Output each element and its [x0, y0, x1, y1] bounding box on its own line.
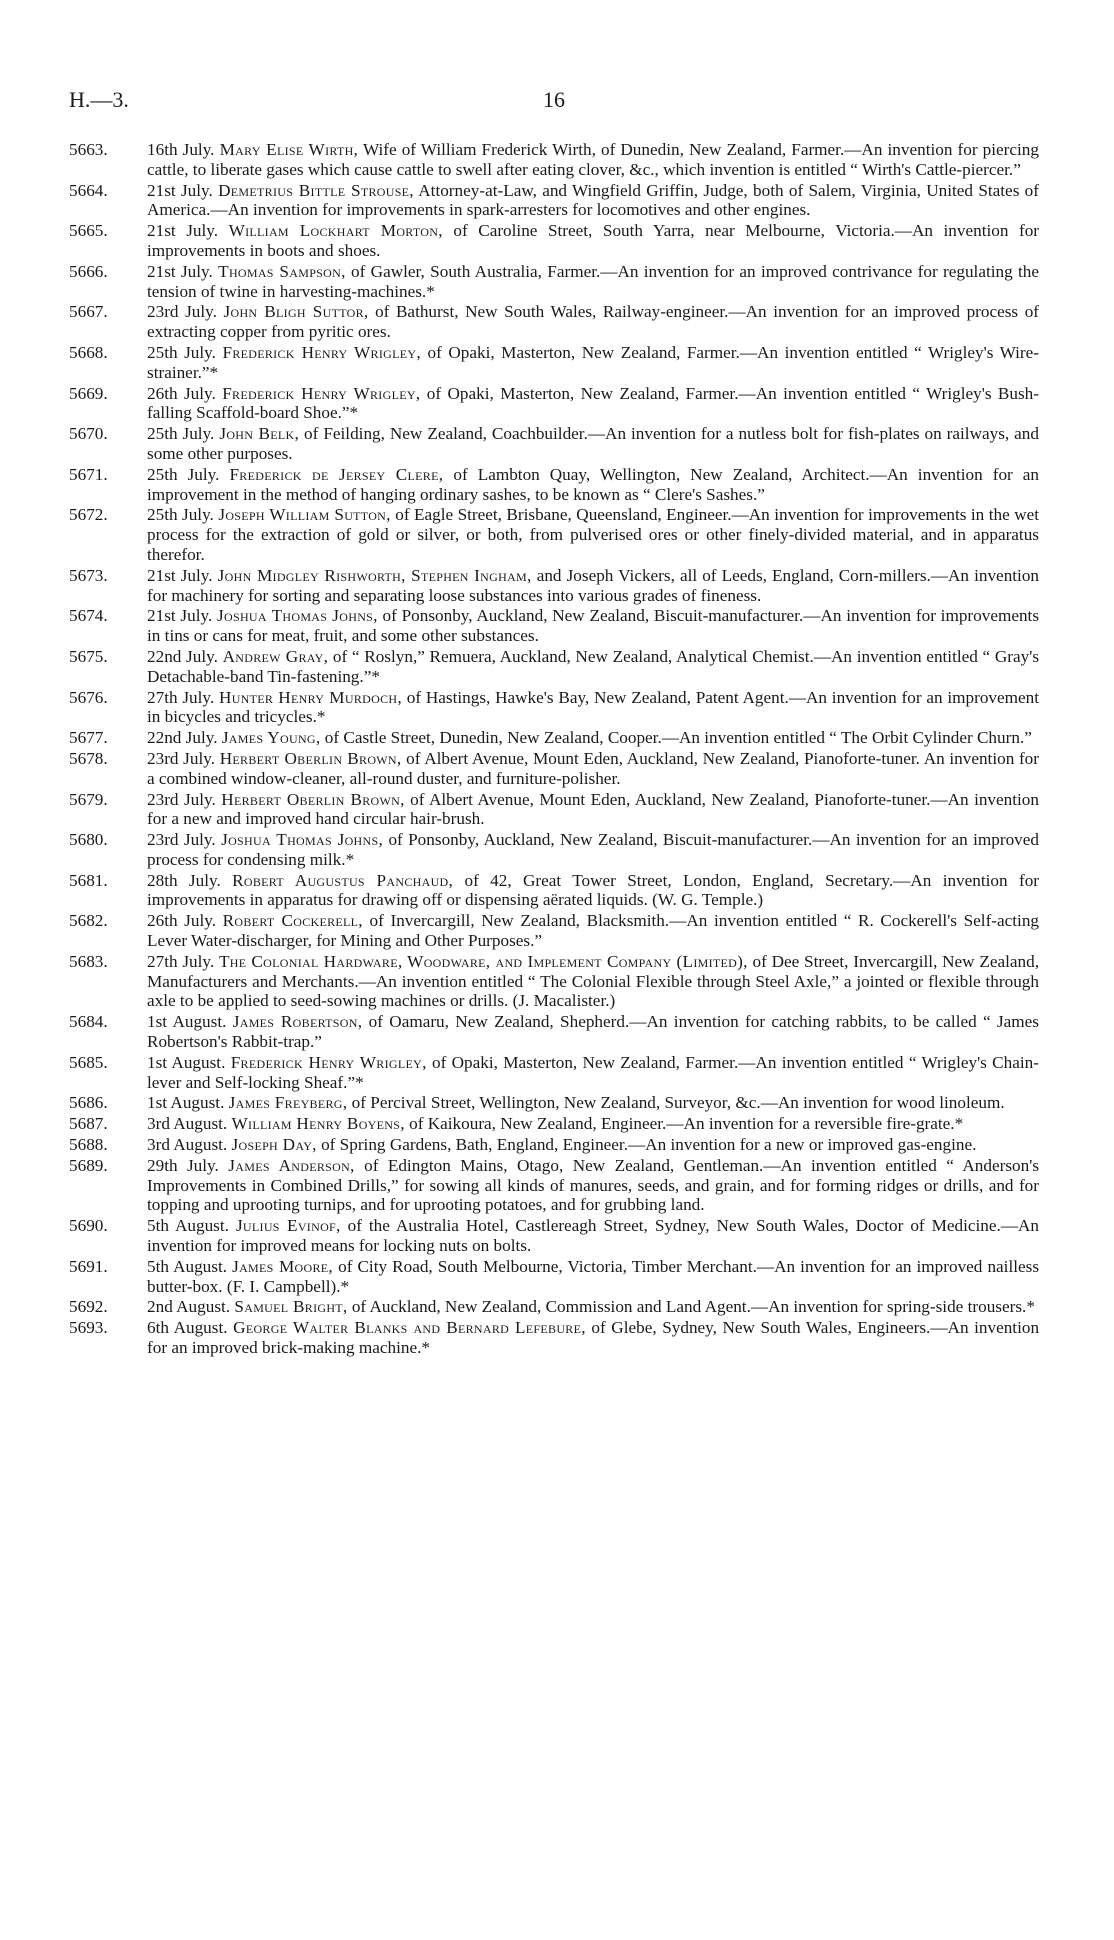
entry-date: 3rd August. — [147, 1135, 228, 1155]
patent-entry — [69, 302, 1039, 342]
entry-description: of Hastings, Hawke's Bay, New Zealand, Patent Agent.—An invention for an improvement in bicycles and tricycles.* — [147, 687, 1040, 727]
entry-text — [147, 1257, 1039, 1297]
entry-description: of Bathurst, New South Wales, Railway-engineer.—An invention for an improved process of extracting copper from pyritic ores. — [147, 302, 1040, 342]
page-number: 16 — [543, 87, 565, 112]
entry-date: 23rd July. — [147, 789, 216, 809]
applicant-name: Julius Evinof, — [235, 1216, 341, 1236]
entry-number: 5683. — [69, 951, 108, 971]
entry-number: 5692. — [69, 1297, 108, 1317]
applicant-name: James Young, — [221, 728, 321, 748]
applicant-name: George Walter Blanks and Bernard Lefebure, — [233, 1318, 586, 1338]
page-header — [69, 87, 1039, 117]
entry-text — [147, 830, 1039, 870]
entry-number: 5693. — [69, 1318, 108, 1338]
entry-date: 1st August. — [147, 1012, 227, 1032]
patent-entry — [69, 647, 1039, 687]
entry-date: 25th July. — [147, 342, 216, 362]
entry-text — [147, 343, 1039, 383]
entry-description: Attorney-at-Law, and Wingfield Griffin, Judge, both of Salem, Virginia, United States of America.—An invention for improvements in spark-arresters for locomotives and other engines. — [147, 180, 1039, 220]
entry-text — [147, 1053, 1039, 1093]
entry-text — [147, 384, 1039, 424]
entry-date: 25th July. — [147, 424, 215, 444]
entry-number: 5685. — [69, 1052, 108, 1072]
applicant-name: Thomas Sampson, — [218, 261, 346, 281]
patent-entry — [69, 1114, 1039, 1134]
applicant-name: James Robertson, — [232, 1012, 363, 1032]
applicant-name: Robert Augustus Panchaud, — [232, 870, 454, 890]
entry-date: 1st August. — [147, 1052, 226, 1072]
applicant-name: Joshua Thomas Johns, — [221, 830, 384, 850]
applicant-name: The Colonial Hardware, Woodware, and Implement Company (Limited), — [218, 951, 748, 971]
applicant-name: William Lockhart Morton, — [228, 221, 443, 241]
entry-description: of Spring Gardens, Bath, England, Engineer.—An invention for a new or improved gas-engine. — [321, 1135, 977, 1155]
entry-text — [147, 465, 1039, 505]
applicant-name: James Moore, — [232, 1256, 334, 1276]
entry-date: 16th July. — [147, 140, 215, 159]
entry-text — [147, 688, 1039, 728]
entry-number: 5674. — [69, 606, 108, 626]
entry-text — [147, 140, 1039, 180]
entry-text — [147, 871, 1039, 911]
entry-number: 5671. — [69, 464, 108, 484]
patent-entry — [69, 911, 1039, 951]
entry-date: 5th August. — [147, 1256, 228, 1276]
applicant-name: Herbert Oberlin Brown, — [221, 789, 405, 809]
entry-text — [147, 302, 1039, 342]
entry-description: of City Road, South Melbourne, Victoria, Timber Merchant.—An invention for an improved nailless butter-box. (F. I. Campbell).* — [147, 1256, 1040, 1296]
entry-description: and Joseph Vickers, all of Leeds, England, Corn-millers.—An invention for machinery for sorting and separating loose substances into various grades of fineness. — [147, 565, 1040, 605]
patent-entry — [69, 952, 1039, 1011]
entry-description: of Castle Street, Dunedin, New Zealand, Cooper.—An invention entitled “ The Orbit Cylinder Churn.” — [324, 728, 1032, 748]
entry-number: 5688. — [69, 1135, 108, 1155]
entry-number: 5676. — [69, 687, 108, 707]
entry-description: of Auckland, New Zealand, Commission and Land Agent.—An invention for spring-side trousers.* — [351, 1297, 1035, 1317]
entry-number: 5690. — [69, 1216, 108, 1236]
entry-number: 5680. — [69, 830, 108, 850]
patent-entry — [69, 688, 1039, 728]
applicant-name: Herbert Oberlin Brown, — [219, 748, 402, 768]
entry-description: of Lambton Quay, Wellington, New Zealand, Architect.—An invention for an improvement in the method of hanging ordinary sashes, to be known as “ Clere's Sashes.” — [147, 464, 1040, 504]
applicant-name: Hunter Henry Murdoch, — [218, 687, 402, 707]
patent-entry — [69, 1216, 1039, 1256]
patent-entry — [69, 871, 1039, 911]
applicant-name: Demetrius Bittle Strouse, — [218, 180, 414, 200]
entry-date: 21st July. — [147, 180, 213, 200]
patent-entry — [69, 343, 1039, 383]
entry-description: of Opaki, Masterton, New Zealand, Farmer.—An invention entitled “ Wrigley's Wire-strainer.”* — [147, 342, 1040, 382]
entry-date: 26th July. — [147, 383, 216, 403]
entry-number: 5663. — [69, 140, 108, 159]
patent-entry — [69, 1297, 1039, 1317]
entry-number: 5678. — [69, 748, 108, 768]
applicant-name: Robert Cockerell, — [222, 911, 363, 931]
applicant-name: James Freyberg, — [228, 1093, 348, 1113]
applicant-name: Frederick Henry Wrigley, — [222, 383, 421, 403]
entry-text — [147, 181, 1039, 221]
applicant-name: Joseph Day, — [231, 1135, 317, 1155]
entry-date: 22nd July. — [147, 728, 218, 748]
patent-entry — [69, 1053, 1039, 1093]
entry-date: 27th July. — [147, 951, 215, 971]
entry-date: 23rd July. — [147, 302, 217, 322]
applicant-name: Joseph William Sutton, — [218, 505, 391, 525]
entry-number: 5684. — [69, 1012, 108, 1032]
entry-date: 22nd July. — [147, 646, 218, 666]
entry-text — [147, 1297, 1039, 1317]
entry-date: 21st July. — [147, 565, 213, 585]
patent-entry — [69, 221, 1039, 261]
entry-date: 26th July. — [147, 911, 217, 931]
entry-number: 5675. — [69, 646, 108, 666]
entry-text — [147, 647, 1039, 687]
entry-description: of Ponsonby, Auckland, New Zealand, Biscuit-manufacturer.—An invention for improvements in tins or cans for meat, fruit, and some other substances. — [147, 606, 1040, 646]
applicant-name: Frederick de Jersey Clere, — [229, 464, 444, 484]
entry-description: of “ Roslyn,” Remuera, Auckland, New Zealand, Analytical Chemist.—An invention entitled “ Gray's Detachable-band Tin-fastening.”* — [147, 646, 1040, 686]
entry-number: 5669. — [69, 383, 108, 403]
entry-date: 29th July. — [147, 1155, 219, 1175]
entry-number: 5672. — [69, 505, 108, 525]
entry-date: 1st August. — [147, 1093, 225, 1113]
patent-entry — [69, 181, 1039, 221]
entry-description: of Opaki, Masterton, New Zealand, Farmer.—An invention entitled “ Wrigley's Bush-falling Scaffold-board Shoe.”* — [147, 383, 1039, 423]
applicant-name: James Anderson, — [228, 1155, 355, 1175]
patent-entry — [69, 384, 1039, 424]
patent-entry — [69, 424, 1039, 464]
entry-date: 23rd July. — [147, 748, 216, 768]
entry-text — [147, 1012, 1039, 1052]
entry-description: of Kaikoura, New Zealand, Engineer.—An invention for a reversible fire-grate.* — [409, 1114, 964, 1134]
entry-number: 5673. — [69, 565, 108, 585]
entry-number: 5666. — [69, 261, 108, 281]
entry-description: of Albert Avenue, Mount Eden, Auckland, New Zealand, Pianoforte-tuner.—An invention for a new and improved hand circular hair-brush. — [147, 789, 1039, 829]
entry-description: of Opaki, Masterton, New Zealand, Farmer.—An invention entitled “ Wrigley's Chain-lever and Self-locking Sheaf.”* — [147, 1052, 1039, 1092]
entry-description: of Edington Mains, Otago, New Zealand, Gentleman.—An invention entitled “ Anderson's Improvements in Combined Drills,” for sowing all kinds of manures, seeds, and grain, and for forming ridges or drills, and for topping and uprooting turnips, and for uprooting potatoes, and for grubbing land. — [147, 1155, 1040, 1215]
applicant-name: Frederick Henry Wrigley, — [230, 1052, 427, 1072]
entry-text — [147, 952, 1039, 1011]
patent-entry — [69, 1318, 1039, 1358]
patent-entry — [69, 749, 1039, 789]
applicant-name: Mary Elise Wirth, — [219, 140, 359, 159]
patent-entry — [69, 728, 1039, 748]
entry-number: 5665. — [69, 221, 108, 241]
entry-text — [147, 566, 1039, 606]
applicant-name: Andrew Gray, — [222, 646, 329, 666]
patent-entry — [69, 1156, 1039, 1215]
entry-text — [147, 1135, 1039, 1155]
entry-text — [147, 505, 1039, 564]
patent-entry — [69, 566, 1039, 606]
patent-entry — [69, 262, 1039, 302]
entry-number: 5677. — [69, 728, 108, 748]
entry-date: 2nd August. — [147, 1297, 231, 1317]
applicant-name: Samuel Bright, — [234, 1297, 348, 1317]
entry-description: of Caroline Street, South Yarra, near Melbourne, Victoria.—An invention for improvements in boots and shoes. — [147, 221, 1040, 260]
patent-entry — [69, 140, 1039, 180]
entry-date: 23rd July. — [147, 830, 216, 850]
entry-number: 5667. — [69, 302, 108, 322]
applicant-name: John Belk, — [219, 424, 300, 444]
entry-date: 25th July. — [147, 505, 214, 525]
entry-number: 5686. — [69, 1093, 108, 1113]
entry-number: 5668. — [69, 342, 108, 362]
entry-description: of Dee Street, Invercargill, New Zealand, Manufacturers and Merchants.—An invention entitled “ The Colonial Flexible through Steel Axle,” a jointed or flexible through axle to be applied to seed-sowing machines or drills. (J. Macalister.) — [147, 951, 1040, 1011]
entry-description: of Eagle Street, Brisbane, Queensland, Engineer.—An invention for improvements in the wet process for the extraction of gold or silver, or both, from pulverised ores or other finely-divided material, and in apparatus therefor. — [147, 505, 1040, 564]
entry-text — [147, 1114, 1039, 1134]
entry-number: 5679. — [69, 789, 108, 809]
entry-text — [147, 728, 1039, 748]
entry-description: of Feilding, New Zealand, Coachbuilder.—An invention for a nutless bolt for fish-plates on railways, and some other purposes. — [147, 424, 1039, 463]
document-reference: H.—3. — [69, 87, 129, 112]
entry-date: 5th August. — [147, 1216, 229, 1236]
entry-description: of Oamaru, New Zealand, Shepherd.—An invention for catching rabbits, to be called “ James Robertson's Rabbit-trap.” — [147, 1012, 1039, 1052]
entry-text — [147, 911, 1039, 951]
entry-date: 25th July. — [147, 464, 220, 484]
entry-number: 5664. — [69, 180, 108, 200]
entry-text — [147, 221, 1039, 261]
entry-text — [147, 1216, 1039, 1256]
entry-description: of Invercargill, New Zealand, Blacksmith.—An invention entitled “ R. Cockerell's Self-acting Lever Water-discharger, for Mining and Other Purposes.” — [147, 911, 1040, 951]
entry-date: 6th August. — [147, 1318, 228, 1338]
applicant-name: John Midgley Rishworth, Stephen Ingham, — [217, 565, 532, 585]
entry-text — [147, 424, 1039, 464]
entry-date: 21st July. — [147, 261, 213, 281]
entry-date: 21st July. — [147, 221, 219, 241]
entry-number: 5691. — [69, 1256, 108, 1276]
patent-entry — [69, 1012, 1039, 1052]
entry-number: 5670. — [69, 424, 108, 444]
patent-entry — [69, 1135, 1039, 1155]
entry-description: of Glebe, Sydney, New South Wales, Engineers.—An invention for an improved brick-making machine.* — [147, 1318, 1040, 1358]
entry-text — [147, 749, 1039, 789]
entry-text — [147, 1318, 1039, 1358]
entry-description: of Gawler, South Australia, Farmer.—An invention for an improved contrivance for regulating the tension of twine in harvesting-machines.* — [147, 261, 1040, 301]
patent-entry — [69, 465, 1039, 505]
patent-entry — [69, 790, 1039, 830]
entry-text — [147, 262, 1039, 302]
entry-description: of Percival Street, Wellington, New Zealand, Surveyor, &c.—An invention for wood linoleum. — [351, 1093, 1005, 1113]
entry-text — [147, 1156, 1039, 1215]
patent-entry — [69, 606, 1039, 646]
applicant-name: Joshua Thomas Johns, — [217, 606, 378, 626]
entry-description: of the Australia Hotel, Castlereagh Street, Sydney, New South Wales, Doctor of Medicine.—An invention for improved means for locking nuts on bolts. — [147, 1216, 1040, 1256]
entry-number: 5687. — [69, 1114, 108, 1134]
patent-entry — [69, 830, 1039, 870]
patent-entry — [69, 1093, 1039, 1113]
entry-text — [147, 606, 1039, 646]
entry-description: of Albert Avenue, Mount Eden, Auckland, New Zealand, Pianoforte-tuner. An invention for a combined window-cleaner, all-round duster, and furniture-polisher. — [147, 748, 1039, 788]
applicant-name: Frederick Henry Wrigley, — [222, 342, 421, 362]
patent-entry — [69, 505, 1039, 564]
entry-date: 27th July. — [147, 687, 215, 707]
patent-entries-list — [69, 140, 1039, 1359]
entry-date: 21st July. — [147, 606, 213, 626]
entry-description: Wife of William Frederick Wirth, of Dunedin, New Zealand, Farmer.—An invention for piercing cattle, to liberate gases which cause cattle to swell after eating clover, &c., which invention is entitled “ Wirth's Cattle-piercer.” — [147, 140, 1039, 179]
entry-text — [147, 1093, 1039, 1113]
entry-date: 3rd August. — [147, 1114, 228, 1134]
applicant-name: William Henry Boyens, — [231, 1114, 405, 1134]
applicant-name: John Bligh Suttor, — [223, 302, 369, 322]
entry-description: of Ponsonby, Auckland, New Zealand, Biscuit-manufacturer.—An invention for an improved process for condensing milk.* — [147, 830, 1039, 869]
entry-number: 5681. — [69, 870, 108, 890]
entry-number: 5689. — [69, 1155, 108, 1175]
patent-entry — [69, 1257, 1039, 1297]
entry-text — [147, 790, 1039, 830]
entry-description: of 42, Great Tower Street, London, England, Secretary.—An invention for improvements in apparatus for drawing off or dispensing aërated liquids. (W. G. Temple.) — [147, 870, 1040, 910]
entry-date: 28th July. — [147, 870, 221, 890]
entry-number: 5682. — [69, 911, 108, 931]
